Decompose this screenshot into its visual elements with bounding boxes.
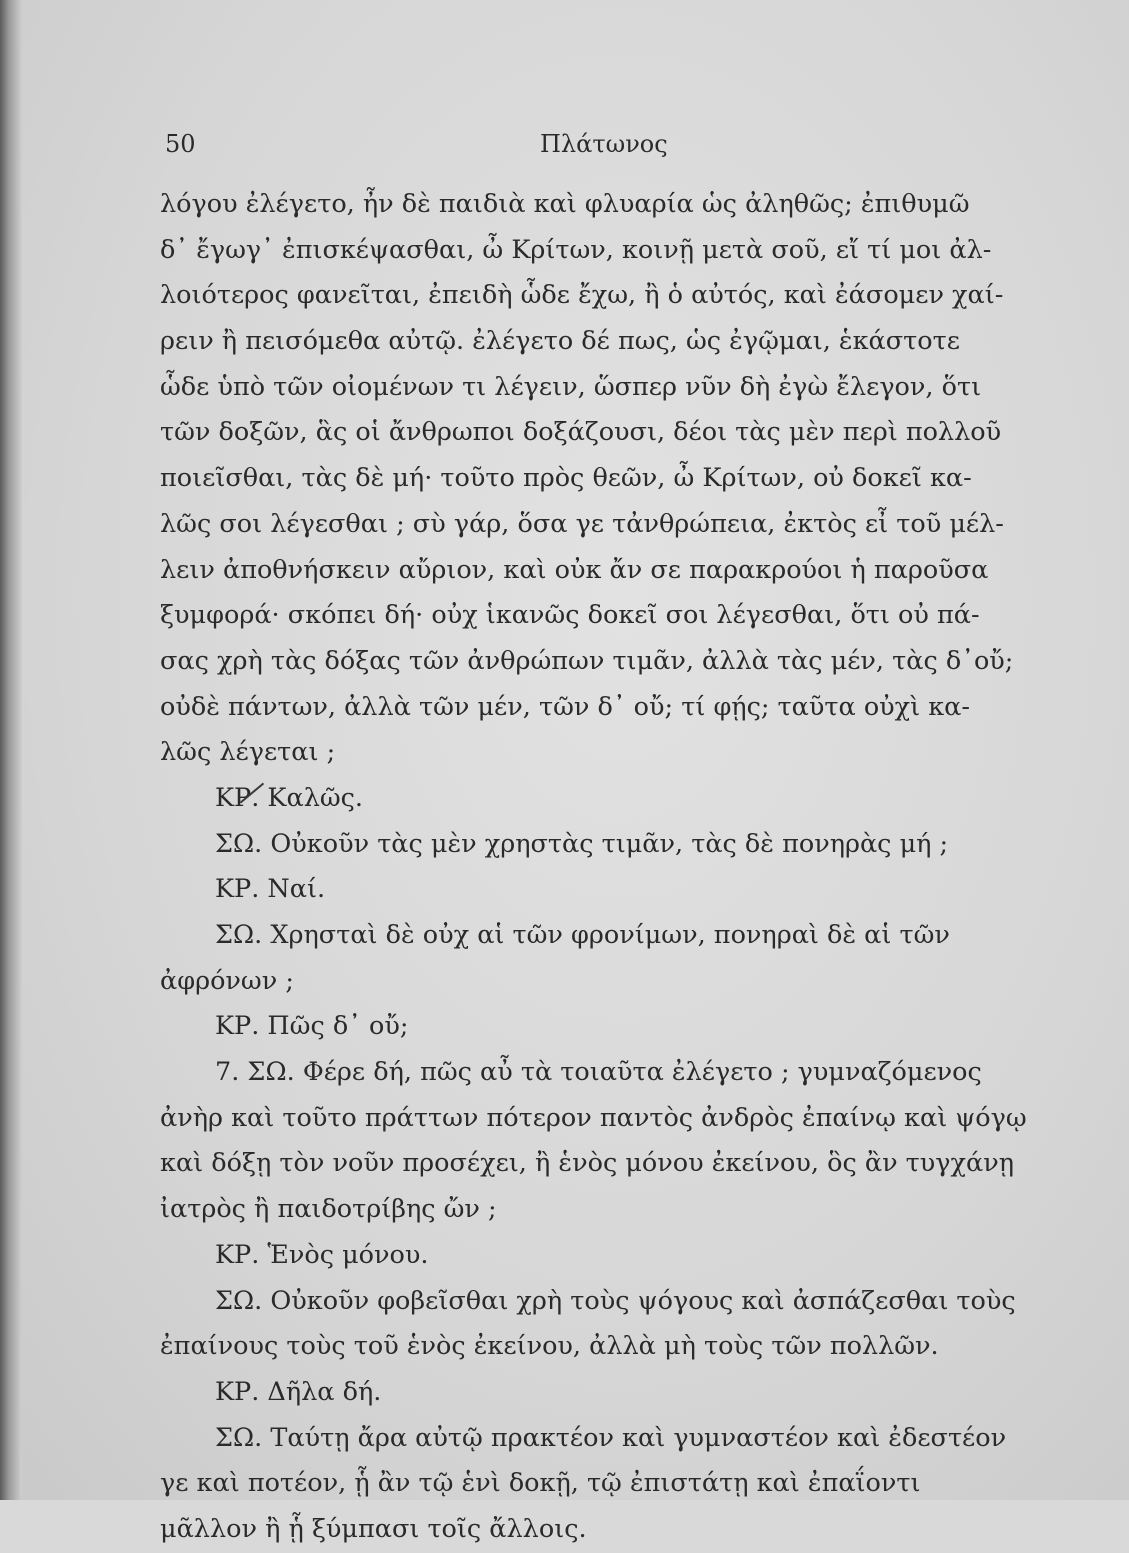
- text-line: δ᾽ ἔγωγ᾽ ἐπισκέψασθαι, ὦ Κρίτων, κοινῇ μετὰ σοῦ, εἴ τί μοι ἀλ-: [160, 234, 992, 265]
- text-line: καὶ δόξῃ τὸν νοῦν προσέχει, ἢ ἑνὸς μόνου ἐκείνου, ὃς ἂν τυγχάνῃ: [160, 1148, 1014, 1179]
- text-line: τῶν δοξῶν, ἃς οἱ ἄνθρωποι δοξάζουσι, δέοι τὰς μὲν περὶ πολλοῦ: [160, 417, 1002, 448]
- page-header: [165, 130, 1085, 166]
- text-line: μᾶλλον ἢ ᾗ ξύμπασι τοῖς ἄλλοις.: [160, 1513, 587, 1544]
- text-line: ξυμφορά· σκόπει δή· οὐχ ἱκανῶς δοκεῖ σοι λέγεσθαι, ὅτι οὐ πά-: [160, 600, 980, 631]
- text-line: λῶς σοι λέγεσθαι ; σὺ γάρ, ὅσα γε τἀνθρώπεια, ἐκτὸς εἶ τοῦ μέλ-: [160, 508, 1004, 539]
- dialogue-line: ΣΩ. Οὐκοῦν τὰς μὲν χρηστὰς τιμᾶν, τὰς δὲ πονηρὰς μή ;: [215, 828, 949, 859]
- dialogue-line: ΣΩ. Ταύτῃ ἄρα αὐτῷ πρακτέον καὶ γυμναστέον καὶ ἐδεστέον: [215, 1422, 1007, 1453]
- text-line: ἀνὴρ καὶ τοῦτο πράττων πότερον παντὸς ἀνδρὸς ἐπαίνῳ καὶ ψόγῳ: [160, 1102, 1027, 1133]
- text-line: λόγου ἐλέγετο, ἦν δὲ παιδιὰ καὶ φλυαρία ὡς ἀληθῶς; ἐπιθυμῶ: [160, 189, 970, 219]
- text-line: ρειν ἢ πεισόμεθα αὐτῷ. ἐλέγετο δέ πως, ὡς ἐγῷμαι, ἑκάστοτε: [160, 326, 960, 357]
- text-line: ἰατρὸς ἢ παιδοτρίβης ὤν ;: [160, 1194, 497, 1225]
- dialogue-line: ΚΡ. Πῶς δ᾽ οὔ;: [215, 1011, 409, 1042]
- text-line: γε καὶ ποτέον, ᾗ ἂν τῷ ἑνὶ δοκῇ, τῷ ἐπιστάτῃ καὶ ἐπαΐοντι: [160, 1468, 921, 1499]
- text-line: ποιεῖσθαι, τὰς δὲ μή· τοῦτο πρὸς θεῶν, ὦ Κρίτων, οὐ δοκεῖ κα-: [160, 463, 972, 494]
- section-start-line: 7. ΣΩ. Φέρε δή, πῶς αὖ τὰ τοιαῦτα ἐλέγετο ; γυμναζόμενος: [215, 1057, 982, 1088]
- page-body: [160, 182, 1095, 1553]
- text-line: λῶς λέγεται ;: [160, 737, 336, 768]
- page-number: 50: [165, 130, 196, 158]
- text-line: ἐπαίνους τοὺς τοῦ ἑνὸς ἐκείνου, ἀλλὰ μὴ τοὺς τῶν πολλῶν.: [160, 1331, 939, 1362]
- text-line: ὧδε ὑπὸ τῶν οἰομένων τι λέγειν, ὥσπερ νῦν δὴ ἐγὼ ἔλεγον, ὅτι: [160, 371, 982, 402]
- text-line: λοιότερος φανεῖται, ἐπειδὴ ὧδε ἔχω, ἢ ὁ αὐτός, καὶ ἐάσομεν χαί-: [160, 280, 1004, 311]
- text-line: οὐδὲ πάντων, ἀλλὰ τῶν μέν, τῶν δ᾽ οὔ; τί φῄς; ταῦτα οὐχὶ κα-: [160, 691, 970, 722]
- running-title: Πλάτωνος: [540, 130, 668, 158]
- dialogue-text: ΚΡ. Καλῶς.: [215, 782, 364, 813]
- dialogue-line: ΚΡ. Ἑνὸς μόνου.: [215, 1239, 429, 1270]
- dialogue-line: ΣΩ. Χρησταὶ δὲ οὐχ αἱ τῶν φρονίμων, πονηραὶ δὲ αἱ τῶν: [215, 920, 950, 950]
- dialogue-line: ΚΡ. Ναί.: [215, 874, 326, 905]
- dialogue-line: ΚΡ. Δῆλα δή.: [215, 1376, 382, 1407]
- dialogue-line: [160, 776, 1095, 822]
- text-line: λειν ἀποθνήσκειν αὔριον, καὶ οὐκ ἄν σε παρακρούοι ἡ παροῦσα: [160, 554, 989, 585]
- dialogue-line: ΣΩ. Οὐκοῦν φοβεῖσθαι χρὴ τοὺς ψόγους καὶ ἀσπάζεσθαι τοὺς: [215, 1285, 1016, 1316]
- text-line: ἀφρόνων ;: [160, 965, 294, 996]
- page-edge-shadow: [0, 0, 22, 1500]
- text-line: σας χρὴ τὰς δόξας τῶν ἀνθρώπων τιμᾶν, ἀλλὰ τὰς μέν, τὰς δ᾽οὔ;: [160, 645, 1014, 676]
